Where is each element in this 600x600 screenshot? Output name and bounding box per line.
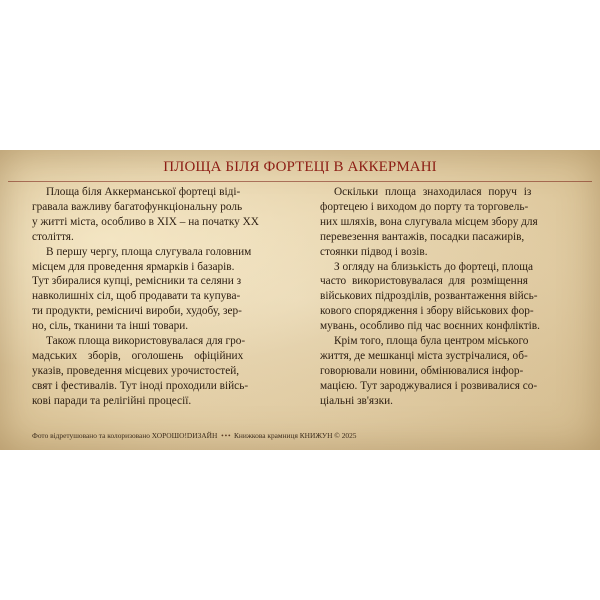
text-line: стоянки підвод і возів.: [320, 245, 428, 258]
history-card: [0, 150, 600, 450]
right-text-column: [320, 185, 572, 409]
text-line: свят і фестивалів. Тут іноді проходили війсь-: [32, 379, 249, 392]
footer-credits: [32, 431, 357, 440]
text-line: мадських зборів, оголошень офіційних: [32, 349, 244, 362]
text-line: Площа біля Аккерманської фортеці віді-: [46, 186, 241, 198]
text-line: століття.: [32, 230, 74, 243]
text-line: ціальні зв'язки.: [320, 394, 393, 407]
text-line: кові паради та релігійні процесії.: [32, 394, 192, 407]
text-line: Оскільки площа знаходилася поруч із: [334, 186, 532, 198]
text-line: у житті міста, особливо в XIX – на початку XX: [32, 215, 259, 228]
title-divider: [8, 181, 592, 182]
text-line: Також площа використовувалася для гро-: [46, 335, 246, 348]
text-line: мувань, особливо під час воєнних конфліктів.: [320, 320, 540, 333]
text-line: навколишніх сіл, щоб продавати та купува-: [32, 290, 241, 303]
text-line: говорювали новини, обмінювалися інфор-: [320, 364, 524, 377]
text-line: фортецею і виходом до порту та торговель-: [320, 200, 529, 213]
text-line: часто використовувалася для розміщення: [320, 275, 528, 288]
text-line: життя, де мешканці міста зустрічалися, об-: [320, 349, 528, 362]
text-line: них шляхів, вона слугувала місцем збору для: [320, 215, 538, 228]
text-line: З огляду на близькість до фортеці, площа: [334, 260, 533, 273]
text-line: гравала важливу багатофункціональну роль: [32, 200, 243, 213]
text-line: кового спорядження і збору військових фор-: [320, 305, 534, 318]
left-text-column: [32, 185, 288, 409]
photo-credit: Фото відретушовано та колоризовано ХОРОШО!DИЗАЙН: [32, 431, 218, 440]
footer-separator: • • •: [221, 431, 231, 440]
text-line: місцем для проведення ярмарків і базарів.: [32, 260, 235, 273]
text-line: Крім того, площа була центром міського: [334, 335, 529, 348]
text-line: перевезення вантажів, посадки пасажирів,: [320, 230, 525, 243]
text-line: Тут збиралися купці, ремісники та селяни з: [32, 275, 242, 288]
text-line: но, сіль, тканини та інші товари.: [32, 320, 189, 333]
card-title: ПЛОЩА БІЛЯ ФОРТЕЦІ В АККЕРМАНІ: [163, 159, 437, 175]
store-credit: Книжкова крамниця КНИЖУН © 2025: [233, 431, 357, 440]
text-line: В першу чергу, площа слугувала головним: [46, 245, 252, 258]
text-line: указів, проведення місцевих урочистостей,: [32, 364, 240, 377]
text-line: мацією. Тут зароджувалися і розвивалися со-: [320, 379, 538, 392]
text-line: ти продукти, ремісничі вироби, худобу, зер-: [32, 305, 242, 318]
text-line: військових підрозділів, розвантаження війсь-: [320, 290, 538, 303]
